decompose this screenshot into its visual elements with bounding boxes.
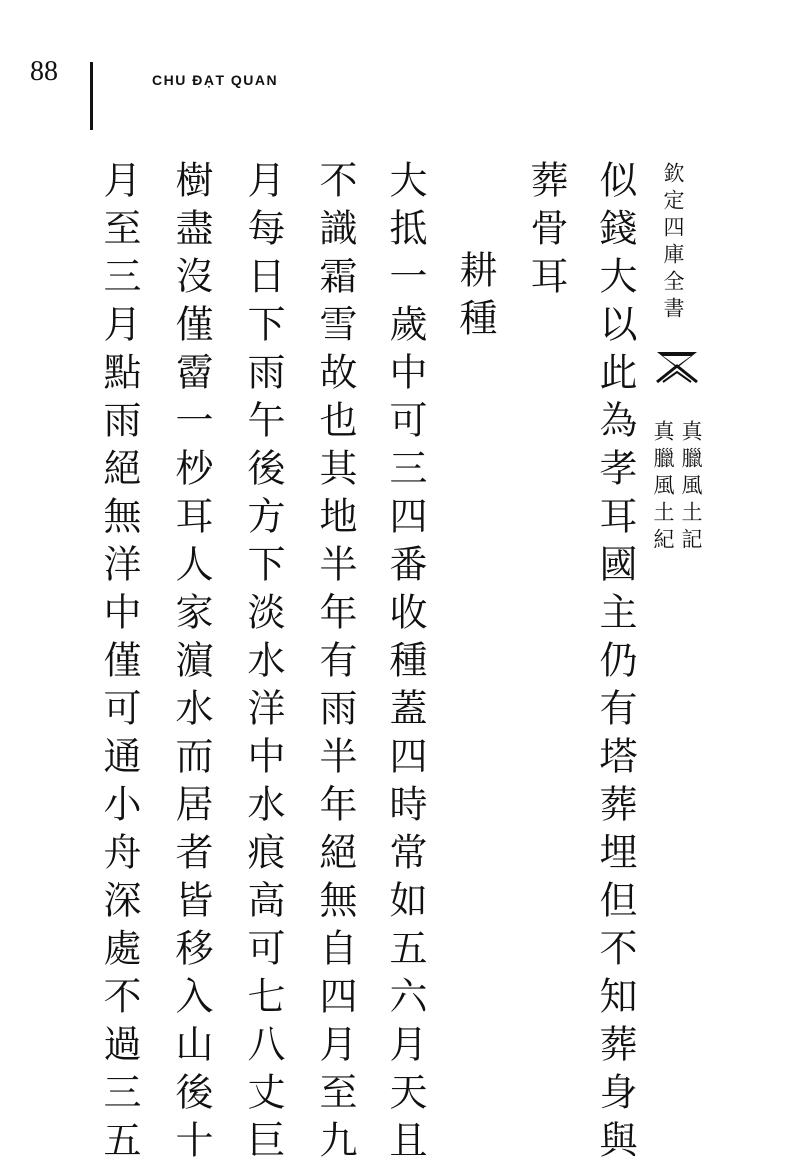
section-heading: 耕種 [453, 250, 497, 346]
margin-note-right: 真臘風土記 [679, 420, 703, 555]
header-divider [90, 62, 93, 130]
fish-tail-mark-icon [655, 348, 699, 384]
text-column-2: 葬骨耳 [524, 160, 568, 304]
text-column-7: 月至三月點雨絕無洋中僅可通小舟深處不過三五 [97, 160, 141, 1168]
text-column-1: 似錢大以此為孝耳國主仍有塔葬埋但不知葬身與 [593, 160, 637, 1168]
running-head: CHU ĐẠT QUAN [152, 72, 279, 88]
text-column-5: 月每日下雨午後方下淡水洋中水痕高可七八丈巨 [241, 160, 285, 1168]
text-column-4: 不識霜雪故也其地半年有雨半年絕無自四月至九 [313, 160, 357, 1168]
page-number: 88 [30, 56, 58, 87]
margin-book-title: 欽定四庫全書 [661, 162, 685, 324]
margin-note-left: 真臘風土紀 [651, 420, 675, 555]
text-column-6: 樹盡沒僅霤一杪耳人家濵水而居者皆移入山後十 [169, 160, 213, 1168]
text-column-3: 大抵一歲中可三四番收種蓋四時常如五六月天且 [383, 160, 427, 1168]
